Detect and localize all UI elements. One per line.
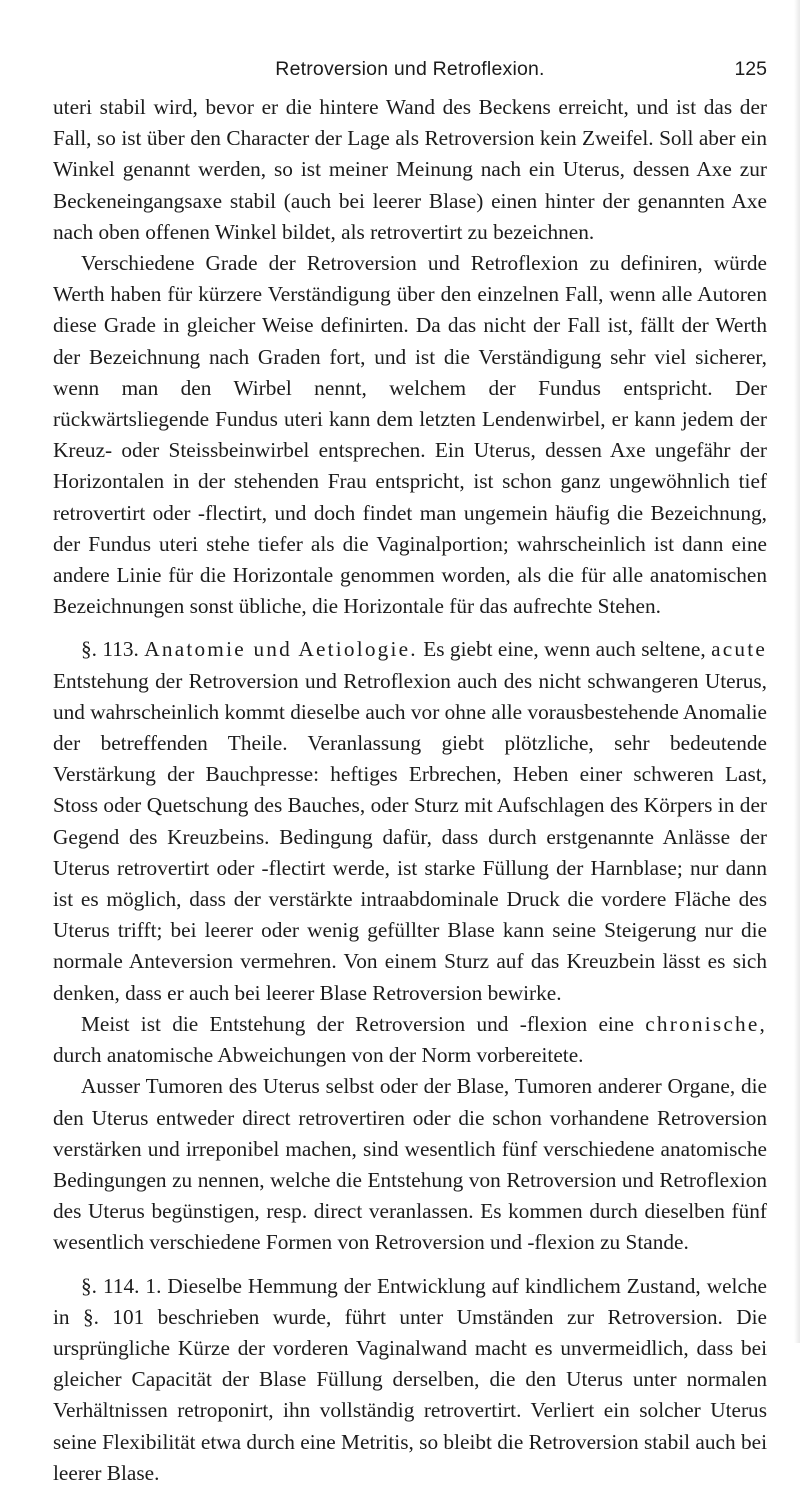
paragraph-2: Verschiedene Grade der Retroversion und Retroflexion zu definiren, würde Werth haben für kürzere Verständigung über den einzelnen Fall, wenn alle Autoren diese Grade in gleicher Weise definirten. Da das nicht der Fall ist, fällt der Werth der Bezeichnung nach Graden fort, und ist die Verständigung sehr viel sicherer, wenn man den Wirbel nennt, welchem der Fundus entspricht. Der rückwärtsliegende Fundus uteri kann dem letzten Lendenwirbel, er kann jedem der Kreuz- oder Steissbeinwirbel entsprechen. Ein Uterus, dessen Axe ungefähr der Horizontalen in der stehenden Frau entspricht, ist schon ganz ungewöhnlich tief retrovertirt oder -flectirt, und doch findet man ungemein häufig die Bezeichnung, der Fundus uteri stehe tiefer als die Vaginalportion; wahrscheinlich ist dann eine andere Linie für die Horizontale genommen worden, als die für alle anatomischen Bezeichnungen sonst übliche, die Horizontale für das aufrechte Stehen. xyxy=(53,251,767,619)
running-title: Retroversion und Retroflexion. xyxy=(275,58,545,80)
paragraph-4-rest: durch anatomische Abweichungen von der Norm vorbereitete. xyxy=(53,1043,584,1068)
paragraph-4 xyxy=(53,1009,767,1071)
paragraph-3-rest: Entstehung der Retroversion und Retroflexion auch des nicht schwangeren Uterus, und wahrscheinlich kommt dieselbe auch vor ohne alle vorausbestehende Anomalie der betreffenden Theile. Veranlassung giebt plötzliche, sehr bedeutende Verstärkung der Bauchpresse: heftiges Erbrechen, Heben einer schweren Last, Stoss oder Quetschung des Bauches, oder Sturz mit Aufschlagen des Körpers in der Gegend des Kreuzbeins. Bedingung dafür, dass durch erstgenannte Anlässe der Uterus retrovertirt oder -flectirt werde, ist starke Füllung der Harnblase; nur dann ist es möglich, dass der verstärkte intraabdominale Druck die vordere Fläche des Uterus trifft; bei leerer oder wenig gefüllter Blase kann seine Steigerung nur die normale Anteversion vermehren. Von einem Sturz auf das Kreuzbein lässt es sich denken, dass er auch bei leerer Blase Retroversion bewirke. xyxy=(53,668,767,1005)
page-header xyxy=(53,58,767,86)
paragraph-1: uteri stabil wird, bevor er die hintere Wand des Beckens erreicht, und ist das der Fall, so ist über den Character der Lage als Retroversion kein Zweifel. Soll aber ein Winkel genannt werden, so ist meiner Meinung nach ein Uterus, dessen Axe zur Beckeneingangsaxe stabil (auch bei leerer Blase) einen hinter der genannten Axe nach oben offenen Winkel bildet, als retrovertirt zu bezeichnen. xyxy=(53,95,767,244)
emphasis-chronic: chronische, xyxy=(645,1011,768,1036)
section-number: §. 113. xyxy=(81,637,139,662)
paragraph-5: Ausser Tumoren des Uterus selbst oder der Blase, Tumoren anderer Organe, die den Uterus entweder direct retrovertiren oder die schon vorhandene Retroversion verstärken und irreponibel machen, sind wesentlich fünf verschiedene anatomische Bedingungen zu nennen, welche die Entstehung von Retroversion und Retroflexion des Uterus begünstigen, resp. direct veranlassen. Es kommen durch dieselben fünf wesentlich verschiedene Formen von Retroversion und -flexion zu Stande. xyxy=(53,1074,767,1255)
paragraph-4-start: Meist ist die Entstehung der Retroversion und -flexion eine xyxy=(81,1011,634,1036)
section-heading: Anatomie und Aetiologie. xyxy=(144,637,418,662)
paragraph-section-114: §. 114. 1. Dieselbe Hemmung der Entwicklung auf kindlichem Zustand, welche in §. 101 beschrieben wurde, führt unter Umständen zur Retroversion. Die ursprüngliche Kürze der vorderen Vaginalwand macht es unvermeidlich, dass bei gleicher Capacität der Blase Füllung derselben, die den Uterus unter normalen Verhältnissen retroponirt, ihn vollständig retrovertirt. Verliert ein solcher Uterus seine Flexibilität etwa durch eine Metritis, so bleibt die Retroversion stabil auch bei leerer Blase. xyxy=(53,1273,767,1485)
paragraph-3-start: Es giebt eine, wenn auch seltene, xyxy=(423,637,706,662)
book-page xyxy=(53,58,767,1489)
page-edge-shadow xyxy=(794,0,800,1343)
page-number: 125 xyxy=(734,58,767,80)
body-text xyxy=(53,92,767,1489)
paragraph-section-113 xyxy=(53,634,767,1008)
emphasis-acute: acute xyxy=(711,637,768,662)
